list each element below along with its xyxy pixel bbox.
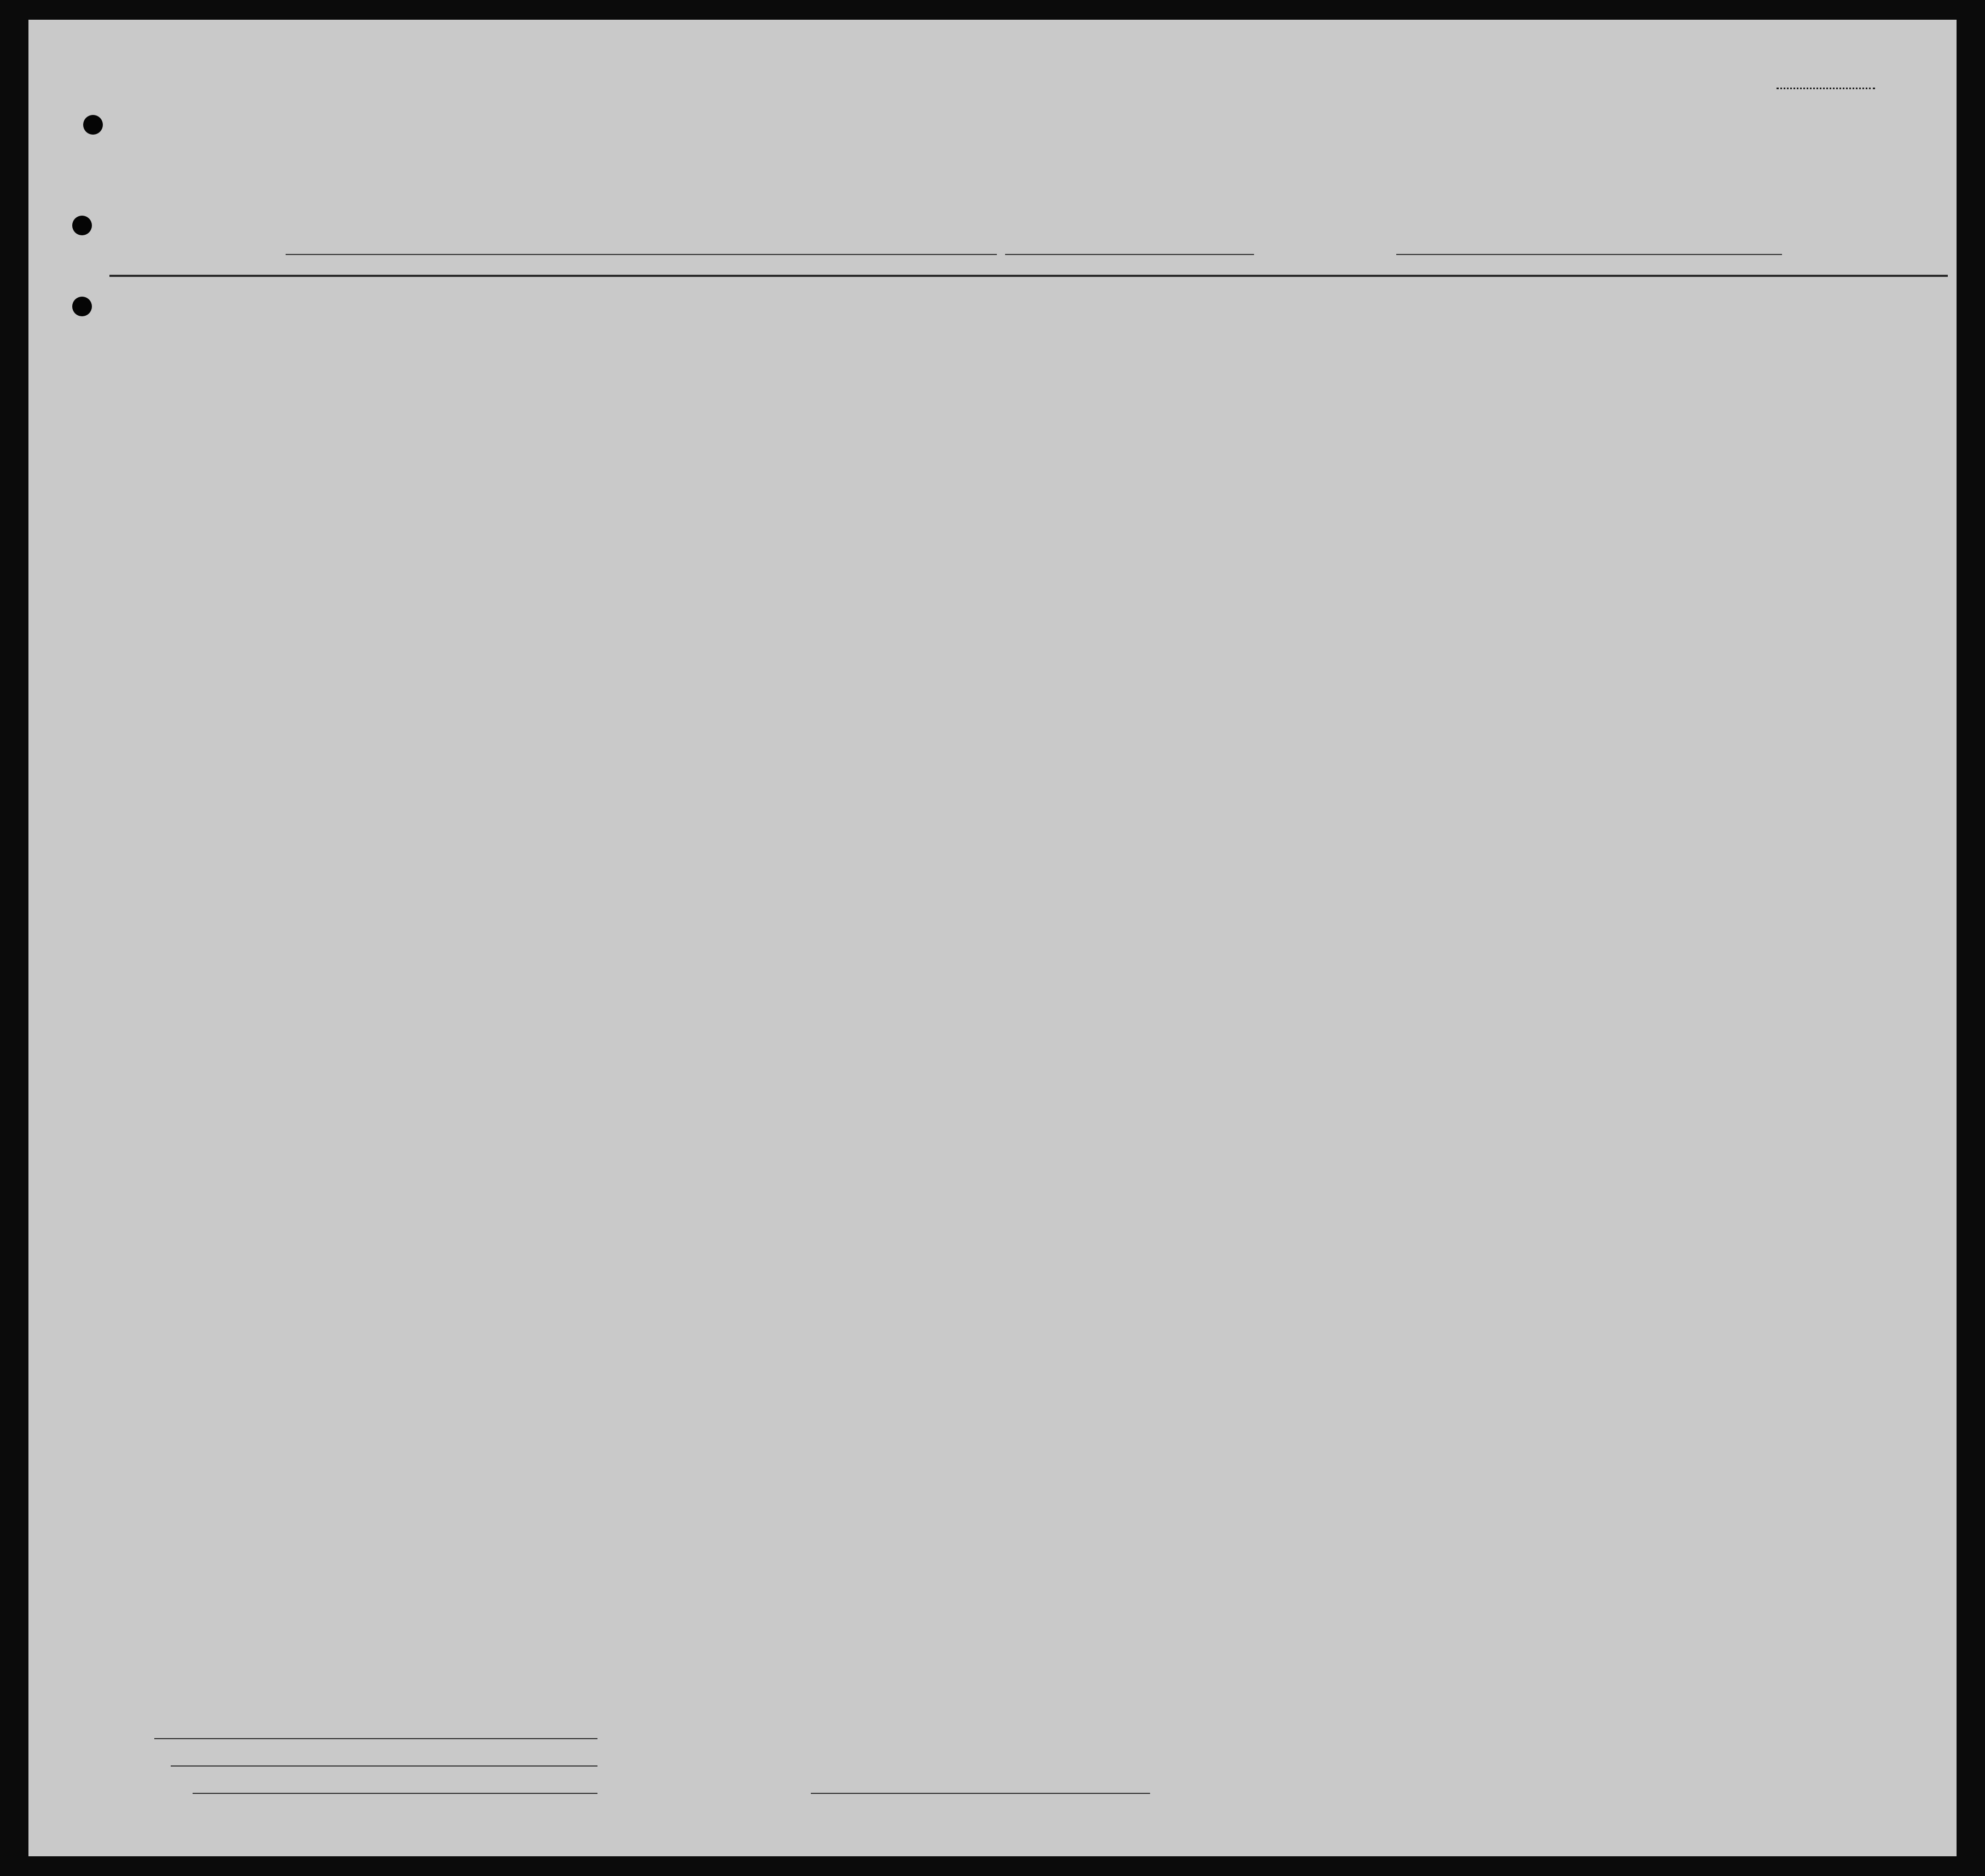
vessel-info-line xyxy=(223,227,1782,257)
header-top-rule xyxy=(109,275,1948,277)
manifest-sheet xyxy=(28,20,1957,1856)
sheet-number-field xyxy=(1777,88,1875,89)
date-field-line xyxy=(1005,254,1254,255)
from-port-field-line xyxy=(1396,254,1782,255)
inspector-signature-line xyxy=(811,1793,1150,1794)
punch-hole xyxy=(72,216,92,235)
punch-hole xyxy=(72,297,92,316)
line-field xyxy=(154,1738,597,1739)
port-field-line xyxy=(740,254,997,255)
owners-field xyxy=(171,1765,597,1767)
inspector-signature xyxy=(756,1694,1063,1842)
punch-hole xyxy=(83,115,103,135)
local-agents-field xyxy=(193,1793,597,1794)
table-grid xyxy=(28,20,1957,1856)
